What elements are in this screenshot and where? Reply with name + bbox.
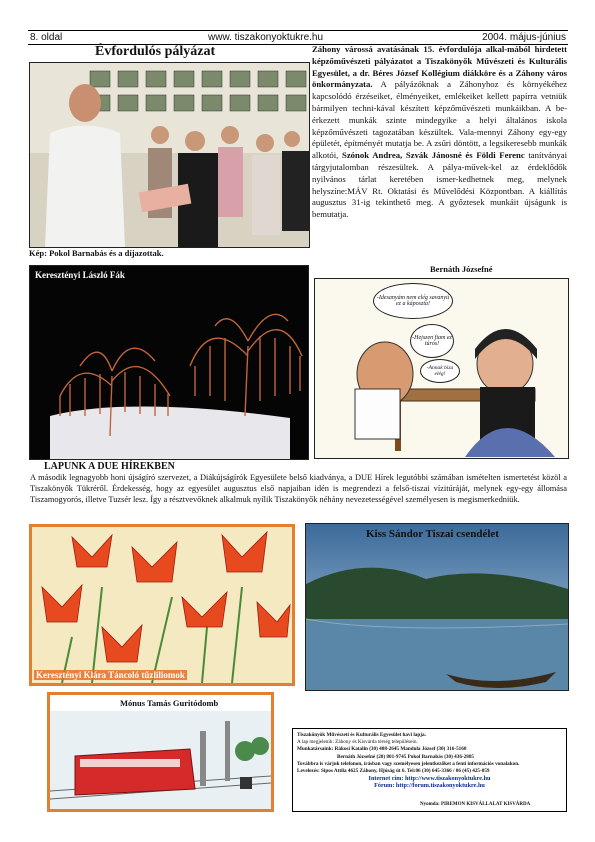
river-illustration: [306, 524, 568, 690]
article-text: A pályázóknak a Záhonyhoz és környékéhez kapcsolódó érzéseiket, élményeiket, emlékeiket kellett papírra vetniük bármilyen techni-kával készített képzőművészeti munkáikban. A be-érkezett munkák szinte mindegyike a helyi általános iskola képzőművészeti tagozatában készültek. Vala-mennyi Záhony egy-egy épületét, építményét mutatja be. A zsűri döntött, a legsikeresebb munkák alkotói,: [312, 79, 567, 161]
article-lead: Záhony várossá avatásának 15. évfordulója alkal-mából hirdetett képzőművészeti pályázatot a Tiszakönyők Művészeti és Kulturális Egyesület, a dr. Béres József Kollégium diákköre és a Záhony város önkormányzata.: [312, 44, 567, 90]
article-body: [312, 44, 567, 221]
printer-credit: Nyomda: PIREMON KISVÁLLALAT KISVÁRDA: [420, 802, 531, 807]
speech-1-text: -Idesanyám nem elég savanyú ez a káposzta!: [376, 295, 450, 307]
imprint-box: [292, 728, 567, 812]
article-text-end: tanítványai tárgyjutalomban részesültek. A pálya-művek-kel az érdeklődők nyilvános tárlat keretében ismer-kedhetnek meg, melynek helyszíne:MÁV Rt. Oktatási és Művelődési Központban. A kiállítás augusztus 31-ig tekinthető meg. A győztesek munkáit újságunk is bemutatja.: [312, 150, 567, 220]
train-title: Mónus Tamás Guritódomb: [120, 698, 219, 708]
imprint-line-5: Továbbra is várjuk telefonon, írásban vagy személyesen jelentkezőket a fenti információs vonalakon.: [297, 760, 520, 767]
internet-link[interactable]: Internet cím: http://www.tiszakonyoktukre.hu: [368, 775, 491, 783]
speech-2-text: -Hejszen fiam ez túrós!: [412, 335, 452, 347]
page-number: 8. oldal: [30, 32, 63, 43]
article-names: Szónok Andrea, Szvák Jánosné és Földi Ferenc: [341, 150, 525, 161]
award-photo: [29, 62, 310, 248]
trees-painting: [29, 265, 309, 460]
lilies-title: Keresztényi Klára Táncoló tűzliliomok: [36, 670, 185, 680]
river-title: Kiss Sándor Tiszai csendélet: [366, 528, 499, 540]
lilies-painting: [29, 524, 295, 686]
imprint-line-3: Munkatársaink: Rákosi Katalin (30) 408-2645 Mandula József (30) 316-5160: [297, 746, 467, 753]
lilies-illustration: [32, 527, 292, 683]
river-painting: [305, 523, 569, 691]
imprint-line-1: Tiszakönyök Művészeti és Kulturális Egyesület havi lapja.: [297, 732, 426, 738]
train-illustration: [50, 711, 271, 809]
imprint-line-2: A lap megjelenik: Záhony és Kisvárda térség településein.: [297, 739, 418, 746]
imprint-line-4: Bernáth Józsefné (20) 801-9745 Pokol Barnabás (30) 436-2885: [337, 753, 475, 760]
lapunk-title: LAPUNK A DUE HÍREKBEN: [44, 461, 175, 472]
speech-bubble-1: [373, 283, 453, 319]
article-signature: Bernáth Józsefné: [430, 264, 493, 274]
page-header: [28, 30, 568, 45]
speech-3-text: -Annak biza elég!: [426, 365, 454, 377]
cartoon: [314, 278, 569, 459]
photo-caption: Kép: Pokol Barnabás és a díjazottak.: [29, 248, 164, 258]
speech-bubble-2: [410, 324, 454, 358]
lapunk-text: A második legnagyobb honi újságíró szervezet, a Diákújságírók Egyesülete belső kiadványa, a DUE Hírek legutóbbi számában ismételten ismertetést közöl a Tiszakönyők Tükréről. Érdekesség, hogy az egyesület augusztus első napjaiban idén is megrendezi a felső-tiszai vízitúráját, melynek egy-egy állomása Tiszamogyorós, illetve Tuzsér lesz. Így a résztvevőknek alkalmuk nyílik Tiszakönyők néhány nevezetességével személyesen is megismerkedniük.: [30, 473, 567, 504]
issue-date: 2004. május-június: [482, 32, 566, 43]
article-title: Évfordulós pályázat: [95, 44, 216, 59]
imprint-line-6: Levelezés: Sipos Attila 4625 Záhony, Hjúság út 6. Tel:06 (30) 645-3366 / 06 (45) 425-059: [297, 768, 490, 775]
forum-link[interactable]: Fórum: http://forum.tiszakonyoktukre.hu: [374, 782, 485, 790]
train-painting: [47, 692, 274, 812]
trees-title: Keresztényi László Fák: [35, 270, 125, 280]
speech-bubble-3: [420, 359, 460, 383]
site-url[interactable]: www. tiszakonyoktukre.hu: [208, 32, 324, 43]
trees-illustration: [30, 266, 308, 459]
award-photo-illustration: [30, 63, 309, 247]
